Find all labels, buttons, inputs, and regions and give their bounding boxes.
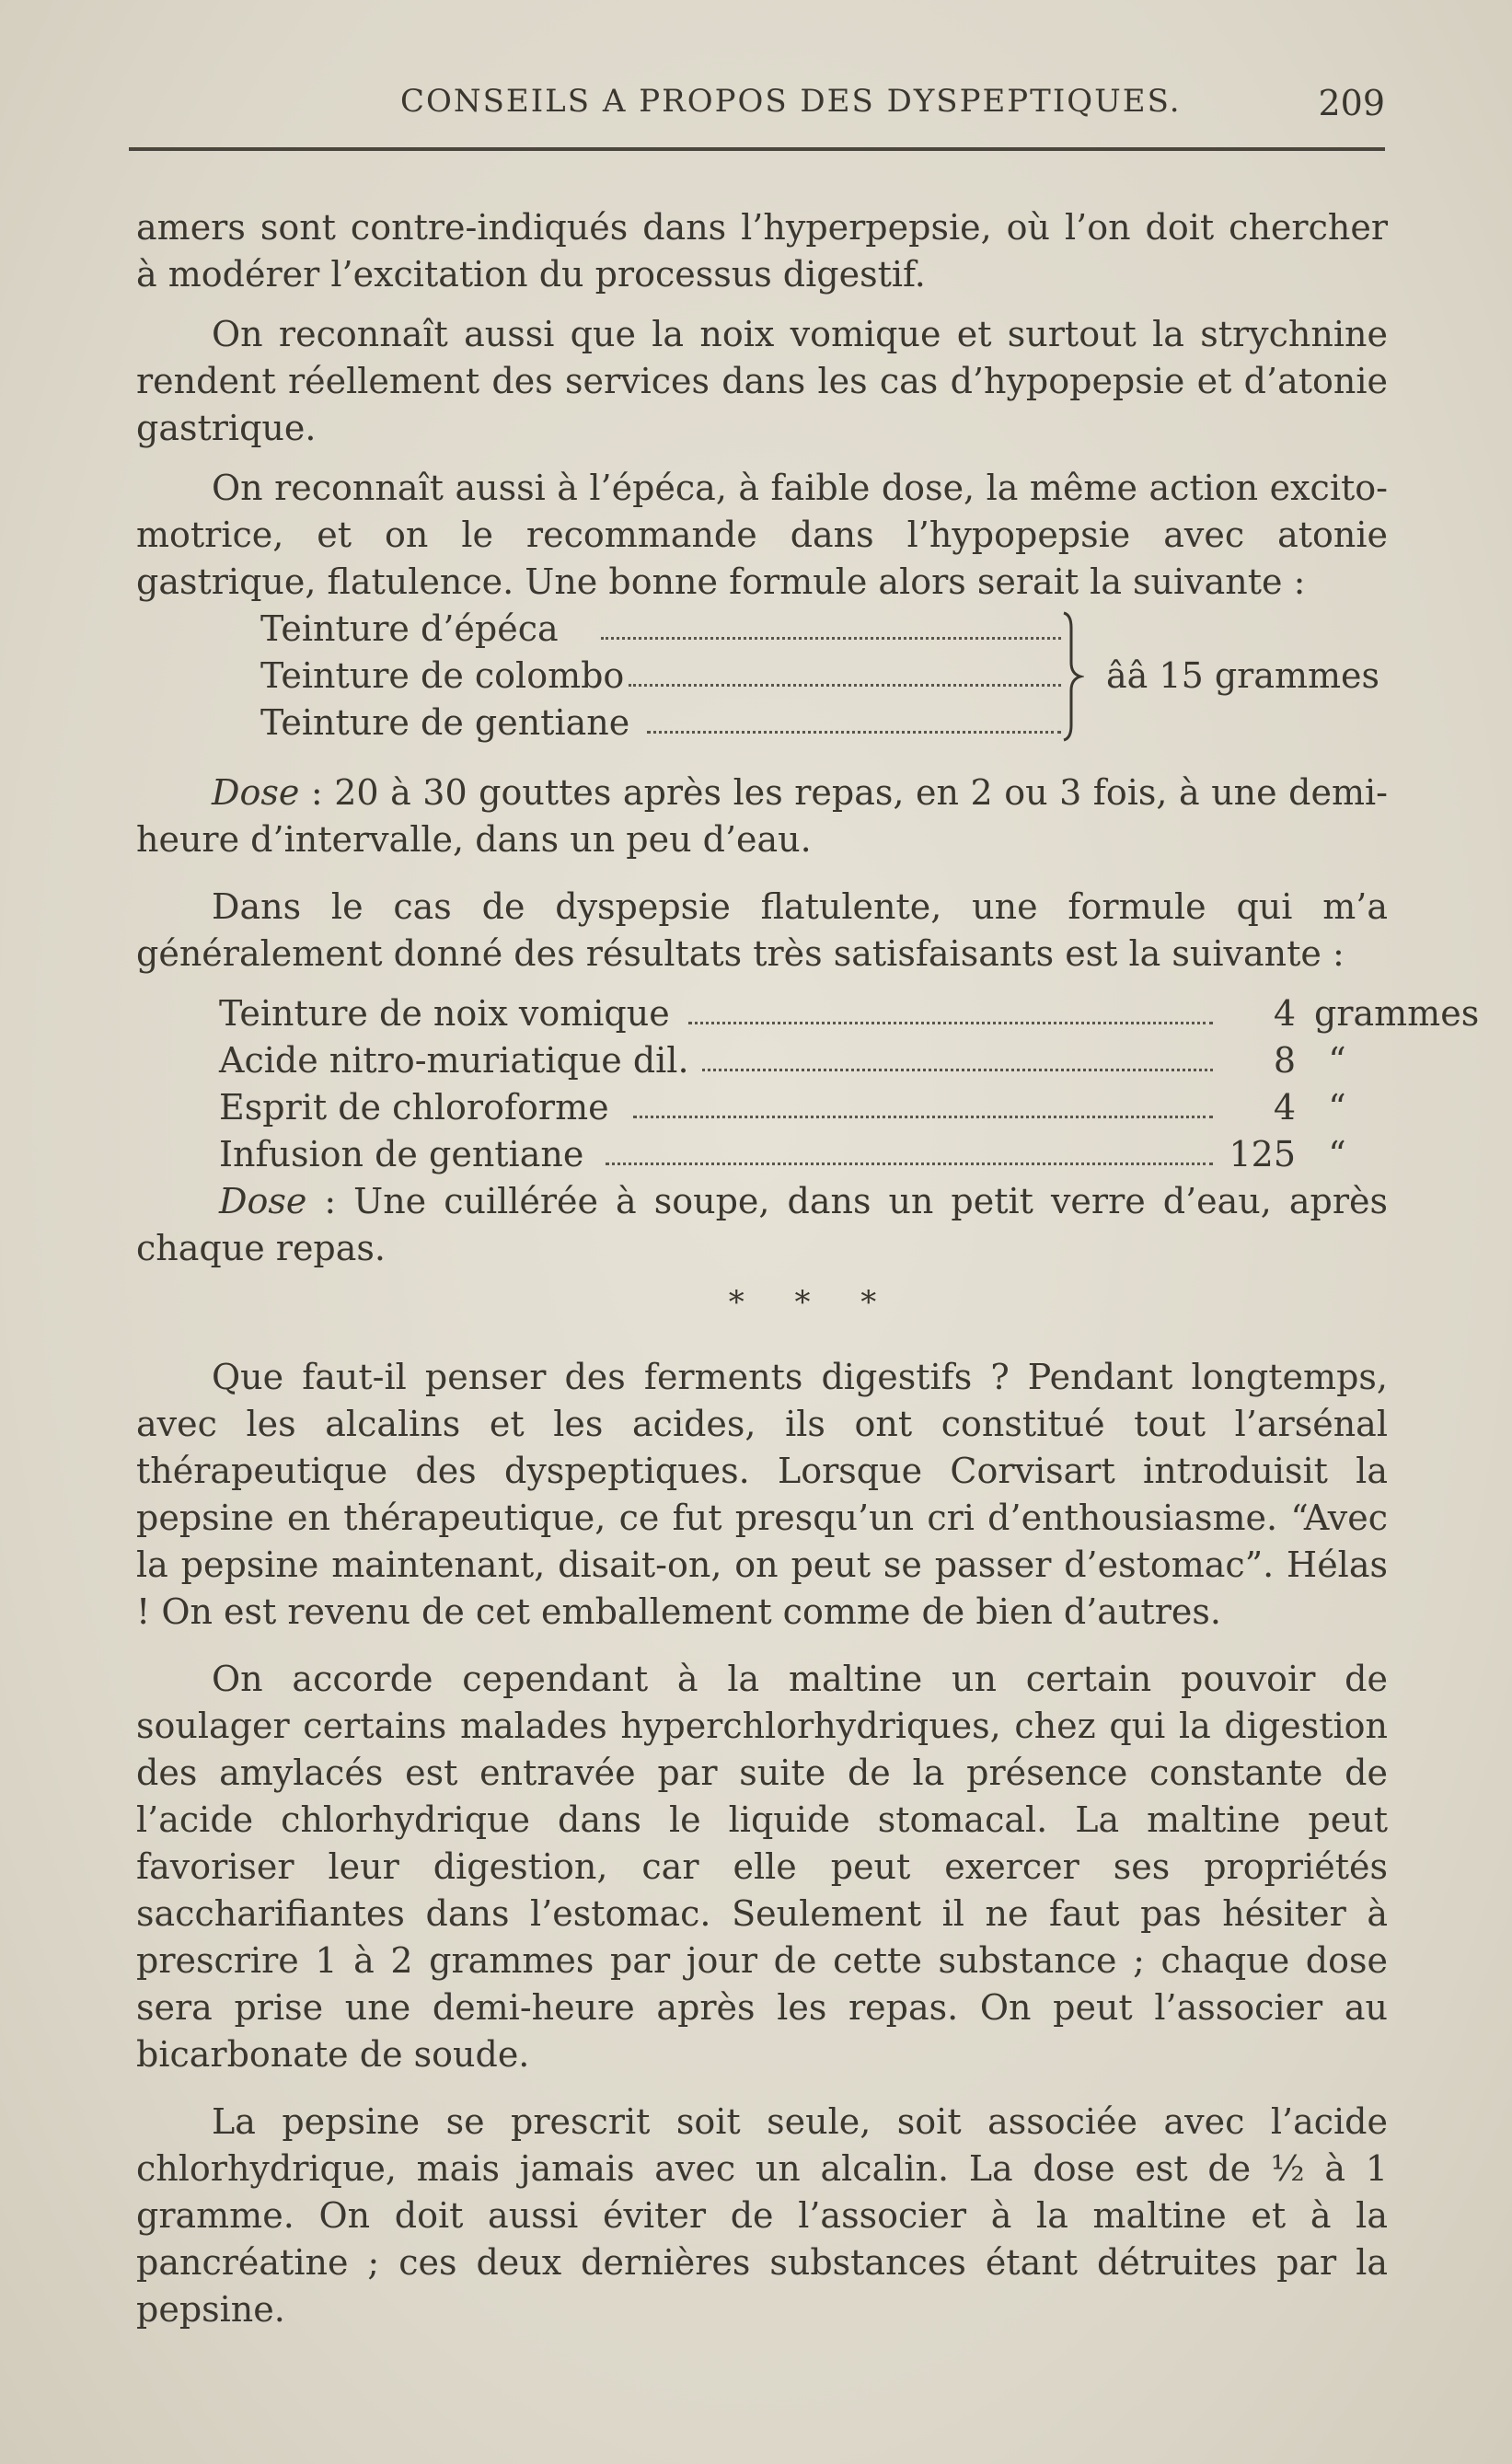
dose-label: Dose: [212, 772, 300, 813]
dose-paragraph: [136, 769, 1388, 863]
paragraph: On reconnaît aussi à l’épéca, à faible dose, la même action excito-motrice, et on le recommande dans l’hypopepsie avec atonie gastrique, flatulence. Une bonne formule alors serait la suivante :: [136, 468, 1388, 602]
leader-dots: [633, 1116, 1213, 1118]
paragraph: On accorde cependant à la maltine un certain pouvoir de soulager certains malades hyperchlorhydriques, chez qui la digestion des amylacés est entravée par suite de la présence constante de l’acide chlorhydrique dans le liquide stomacal. La maltine peut favoriser leur digestion, car elle peut exercer ses propriétés saccharifiantes dans l’estomac. Seulement il ne faut pas hésiter à prescrire 1 à 2 grammes par jour de cette substance ; chaque dose sera prise une demi-heure après les repas. On peut l’associer au bicarbonate de soude.: [136, 1659, 1388, 2075]
formula-amount: 125: [1229, 1134, 1296, 1174]
dose-text: : Une cuillérée à soupe, dans un petit verre d’eau, après chaque repas.: [136, 1181, 1388, 1268]
dose-label: Dose: [219, 1181, 307, 1221]
section-separator: * * *: [728, 1284, 897, 1321]
formula-item: [260, 700, 1061, 746]
paragraph: On reconnaît aussi que la noix vomique et surtout la strychnine rendent réellement des services dans les cas d’hypopepsie et d’atonie gastrique.: [136, 314, 1388, 448]
paragraph: Dans le cas de dyspepsie flatulente, une formule qui m’a généralement donné des résultats très satisfaisants est la suivante :: [136, 886, 1388, 974]
formula-item: [260, 653, 1061, 700]
formula-quantity: ââ 15 grammes: [1106, 655, 1380, 696]
leader-dots: [647, 731, 1061, 734]
paragraph: Que faut-il penser des ferments digestifs ? Pendant longtemps, avec les alcalins et les acides, ils ont constitué tout l’arsénal thérapeutique des dyspeptiques. Lorsque Corvisart introduisit la pepsine en thérapeutique, ce fut presqu’un cri d’enthousiasme. “Avec la pepsine maintenant, disait-on, on peut se passer d’estomac”. Hélas ! On est revenu de cet emballement comme de bien d’autres.: [136, 1357, 1388, 1632]
formula-item-name: Teinture de gentiane: [260, 702, 630, 743]
formula-item-name: Teinture de noix vomique: [219, 993, 670, 1034]
formula-flatulence: [136, 990, 1480, 1178]
formula-item: [260, 606, 1061, 653]
formula-amount: 8: [1273, 1040, 1296, 1081]
leader-dots: [702, 1069, 1213, 1071]
leader-dots: [629, 684, 1061, 687]
formula-item-name: Teinture de colombo: [260, 655, 625, 696]
formula-row: [219, 1084, 1415, 1131]
curly-brace-icon: [1056, 609, 1084, 744]
formula-unit: “: [1328, 1134, 1346, 1174]
dose-paragraph: [136, 1178, 1388, 1272]
page-number: 209: [1318, 83, 1385, 123]
formula-item-name: Acide nitro-muriatique dil.: [219, 1040, 689, 1081]
formula-unit: “: [1328, 1040, 1346, 1081]
formula-item-name: Esprit de chloroforme: [219, 1087, 609, 1128]
leader-dots: [688, 1022, 1213, 1024]
formula-unit: “: [1328, 1087, 1346, 1128]
formula-epeca: [136, 606, 1388, 749]
formula-amount: 4: [1273, 1087, 1296, 1128]
paragraph: amers sont contre-indiqués dans l’hyperpepsie, où l’on doit chercher à modérer l’excitation du processus digestif.: [136, 207, 1388, 295]
formula-unit: grammes: [1314, 993, 1480, 1034]
formula-row: [219, 1131, 1415, 1178]
leader-dots: [606, 1163, 1213, 1165]
paragraph: La pepsine se prescrit soit seule, soit associée avec l’acide chlorhydrique, mais jamais avec un alcalin. La dose est de ½ à 1 gramme. On doit aussi éviter de l’associer à la maltine et à la pancréatine ; ces deux dernières substances étant détruites par la pepsine.: [136, 2101, 1388, 2330]
body-text: [136, 204, 1480, 2333]
formula-amount: 4: [1273, 993, 1296, 1034]
formula-item-name: Infusion de gentiane: [219, 1134, 584, 1174]
header-rule: [129, 147, 1385, 151]
dose-text: : 20 à 30 gouttes après les repas, en 2 ou 3 fois, à une demi-heure d’intervalle, dans un peu d’eau.: [136, 772, 1388, 860]
leader-dots: [601, 637, 1061, 640]
formula-row: [219, 990, 1480, 1037]
formula-item-name: Teinture d’épéca: [260, 608, 559, 649]
running-title: CONSEILS A PROPOS DES DYSPEPTIQUES.: [400, 83, 1182, 120]
formula-row: [219, 1037, 1415, 1084]
